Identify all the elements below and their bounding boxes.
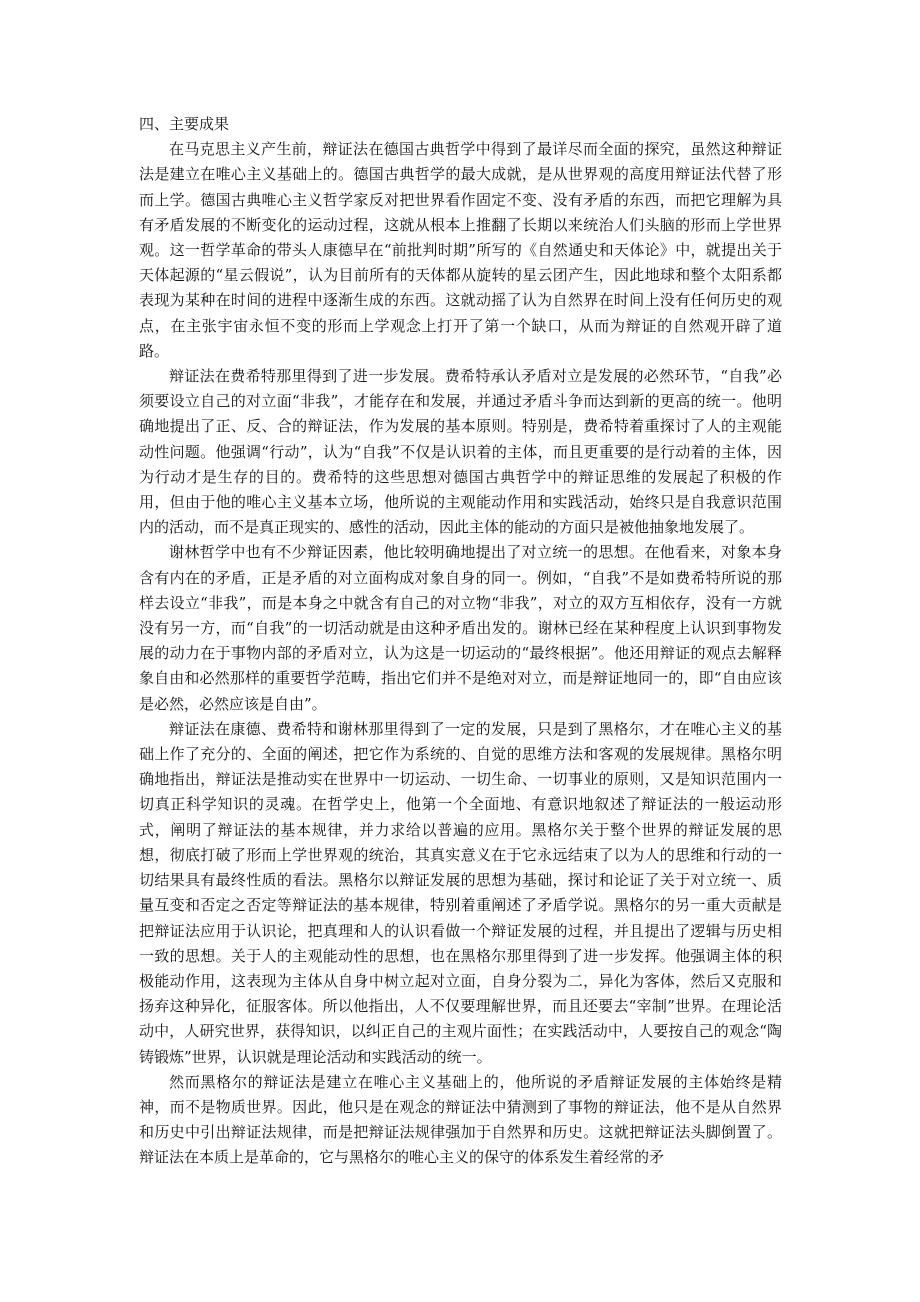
- paragraph-3: 谢林哲学中也有不少辩证因素，他比较明确地提出了对立统一的思想。在他看来，对象本身含有内在的矛盾，正是矛盾的对立面构成对象自身的同一。例如，“自我”不是如费希特所说的那样去设立“非我”，而是本身之中就含有自己的对立物“非我”，对立的双方互相依存，没有一方就没有另一方，而“自我”的一切活动就是由这种矛盾出发的。谢林已经在某种程度上认识到事物发展的动力在于事物内部的矛盾对立，认为这是一切运动的“最终根据”。他还用辩证的观点去解释象自由和必然那样的重要哲学范畴，指出它们并不是绝对对立，而是辩证地同一的，即“自由应该是必然，必然应该是自由”。: [139, 543, 782, 713]
- section-heading: 四、主要成果: [139, 115, 230, 133]
- document-page: [139, 112, 782, 1171]
- paragraph-4: 辩证法在康德、费希特和谢林那里得到了一定的发展，只是到了黑格尔，才在唯心主义的基础上作了充分的、全面的阐述，把它作为系统的、自觉的思维方法和客观的发展规律。黑格尔明确地指出，辩证法是推动实在世界中一切运动、一切生命、一切事业的原则，又是知识范围内一切真正科学知识的灵魂。在哲学史上，他第一个全面地、有意识地叙述了辩证法的一般运动形式，阐明了辩证法的基本规律，并力求给以普遍的应用。黑格尔关于整个世界的辩证发展的思想，彻底打破了形而上学世界观的统治，其真实意义在于它永远结束了以为人的思维和行动的一切结果具有最终性质的看法。黑格尔以辩证发展的思想为基础，探讨和论证了关于对立统一、质量互变和否定之否定等辩证法的基本规律，特别着重阐述了矛盾学说。黑格尔的另一重大贡献是把辩证法应用于认识论，把真理和人的认识看做一个辩证发展的过程，并且提出了逻辑与历史相一致的思想。关于人的主观能动性的思想，也在黑格尔那里得到了进一步发挥。他强调主体的积极能动作用，这表现为主体从自身中树立起对立面，自身分裂为二，异化为客体，然后又克服和扬弃这种异化，征服客体。所以他指出，人不仅要理解世界，而且还要去“宰制”世界。在理论活动中，人研究世界，获得知识，以纠正自己的主观片面性；在实践活动中，人要按自己的观念“陶铸锻炼”世界，认识就是理论活动和实践活动的统一。: [139, 719, 782, 1066]
- paragraph-5: 然而黑格尔的辩证法是建立在唯心主义基础上的，他所说的矛盾辩证发展的主体始终是精神，而不是物质世界。因此，他只是在观念的辩证法中猜测到了事物的辩证法，他不是从自然界和历史中引出辩证法规律，而是把辩证法规律强加于自然界和历史。这就把辩证法头脚倒置了。辩证法在本质上是革命的，它与黑格尔的唯心主义的保守的体系发生着经常的矛: [139, 1072, 782, 1167]
- paragraph-2: 辩证法在费希特那里得到了进一步发展。费希特承认矛盾对立是发展的必然环节，“自我”必须要设立自己的对立面“非我”，才能存在和发展，并通过矛盾斗争而达到新的更高的统一。他明确地提出了正、反、合的辩证法，作为发展的基本原则。特别是，费希特着重探讨了人的主观能动性问题。他强调“行动”，认为“自我”不仅是认识着的主体，而且更重要的是行动着的主体，因为行动才是生存的目的。费希特的这些思想对德国古典哲学中的辩证思维的发展起了积极的作用，但由于他的唯心主义基本立场，他所说的主观能动作用和实践活动，始终只是自我意识范围内的活动，而不是真正现实的、感性的活动，因此主体的能动的方面只是被他抽象地发展了。: [139, 367, 782, 537]
- paragraph-1: 在马克思主义产生前，辩证法在德国古典哲学中得到了最详尽而全面的探究，虽然这种辩证法是建立在唯心主义基础上的。德国古典哲学的最大成就，是从世界观的高度用辩证法代替了形而上学。德国古典唯心主义哲学家反对把世界看作固定不变、没有矛盾的东西，而把它理解为具有矛盾发展的不断变化的运动过程，这就从根本上推翻了长期以来统治人们头脑的形而上学世界观。这一哲学革命的带头人康德早在“前批判时期”所写的《自然通史和天体论》中，就提出关于天体起源的“星云假说”，认为目前所有的天体都从旋转的星云团产生，因此地球和整个太阳系都表现为某种在时间的进程中逐渐生成的东西。这就动摇了认为自然界在时间上没有任何历史的观点，在主张宇宙永恒不变的形而上学观念上打开了第一个缺口，从而为辩证的自然观开辟了道路。: [139, 140, 782, 360]
